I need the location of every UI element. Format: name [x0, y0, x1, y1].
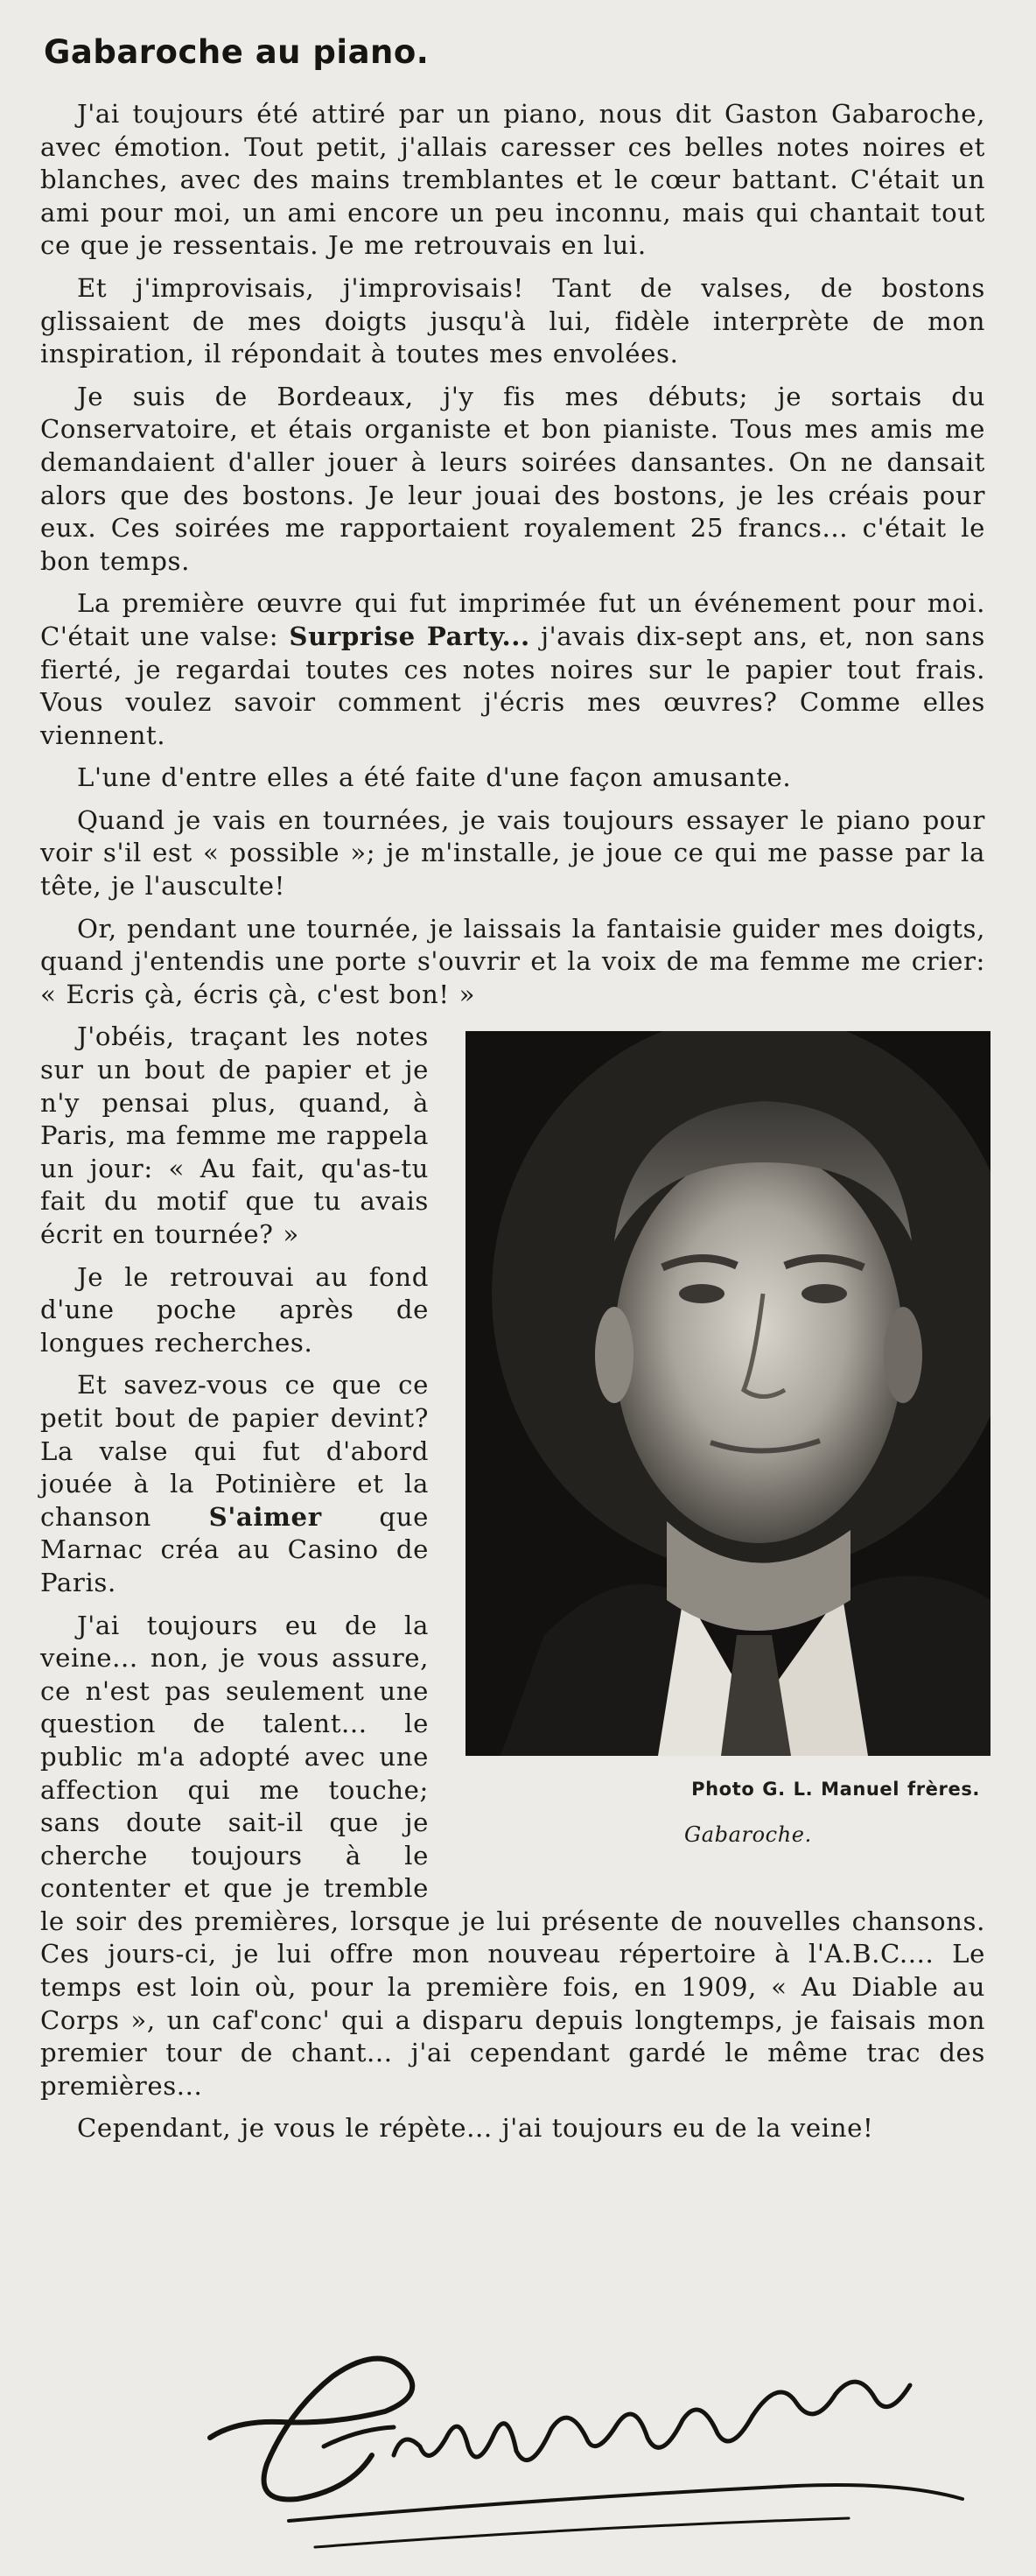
portrait-photo — [466, 1031, 990, 1756]
portrait-illustration — [466, 1031, 990, 1756]
paragraph-9: Je le retrouvai au fond d'une poche après de longues recherches. — [40, 1261, 429, 1358]
song-title-surprise-party: Surprise Party... — [289, 621, 530, 651]
paragraph-7: Or, pendant une tournée, je laissais la fantaisie guider mes doigts, quand j'entendis une porte s'ouvrir et la voix de ma femme me crier: « Ecris çà, écris çà, c'est bon! » — [40, 913, 985, 1009]
article-title: Gabaroche au piano. — [44, 33, 430, 71]
photo-block — [466, 1031, 990, 1871]
photo-caption: Gabaroche. — [684, 1822, 812, 1848]
paragraph-11: J'ai toujours eu de la veine... non, je vous assure, ce n'est pas seulement une question de talent... le public m'a adopté avec une affection qui me touche; sans doute sait-il que je cherche toujours à le contenter et que je tremble le soir des premières, lorsque je lui présente de nouvelles chansons. Ces jours-ci, je lui offre mon nouveau répertoire à l'A.B.C.... Le temps est loin où, pour la première fois, en 1909, « Au Diable au Corps », un caf'conc' qui a disparu depuis longtemps, je faisais mon premier tour de chant... j'ai cependant gardé le même trac des premières... — [40, 1610, 985, 2101]
paragraph-10-text-b: que Marnac créa au Casino de Paris. — [40, 1501, 429, 1597]
paragraph-4 — [40, 587, 985, 752]
song-title-s-aimer: S'aimer — [208, 1501, 322, 1532]
paragraph-4-text-a: La première œuvre qui fut imprimée fut un événement pour moi. C'était une valse: — [40, 588, 985, 651]
paragraph-4-text-b: j'avais dix-sept ans, et, non sans fierté, je regardai toutes ces notes noires sur le papier tout frais. Vous voulez savoir comment j'écris mes œuvres? Comme elles viennent. — [40, 621, 985, 750]
paragraph-8: J'obéis, traçant les notes sur un bout de papier et je n'y pensai plus, quand, à Paris, ma femme me rappela un jour: « Au fait, qu'as-tu fait du motif que tu avais écrit en tournée? » — [40, 1021, 429, 1249]
paragraph-6: Quand je vais en tournées, je vais toujours essayer le piano pour voir s'il est « possible »; je m'installe, je joue ce qui me passe par la tête, je l'ausculte! — [40, 804, 985, 902]
paragraph-10-text-a: Et savez-vous ce que ce petit bout de papier devint? La valse qui fut d'abord jouée à la Potinière et la chanson — [40, 1370, 429, 1532]
paragraph-5: L'une d'entre elles a été faite d'une façon amusante. — [77, 762, 792, 793]
paragraph-12: Cependant, je vous le répète... j'ai toujours eu de la veine! — [77, 2113, 874, 2144]
paragraph-2: Et j'improvisais, j'improvisais! Tant de valses, de bostons glissaient de mes doigts jusqu'à lui, fidèle interprète de mon inspiration, il répondait à toutes mes envolées. — [40, 272, 985, 369]
paragraph-1: J'ai toujours été attiré par un piano, nous dit Gaston Gabaroche, avec émotion. Tout petit, j'allais caresser ces belles notes noires et blanches, avec des mains tremblantes et le cœur battant. C'était un ami pour moi, un ami encore un peu inconnu, mais qui chantait tout ce que je ressentais. Je me retrouvais en lui. — [40, 99, 985, 261]
handwritten-signature — [184, 2324, 989, 2560]
article-body — [40, 98, 985, 2145]
photo-credit: Photo G. L. Manuel frères. — [691, 1779, 980, 1800]
paragraph-3: Je suis de Bordeaux, j'y fis mes débuts; je sortais du Conservatoire, et étais organiste et bon pianiste. Tous mes amis me demandaient d'aller jouer à leurs soirées dansantes. On ne dansait alors que des bostons. Je leur jouai des bostons, je les créais pour eux. Ces soirées me rapportaient royalement 25 francs... c'était le bon temps. — [40, 381, 985, 576]
